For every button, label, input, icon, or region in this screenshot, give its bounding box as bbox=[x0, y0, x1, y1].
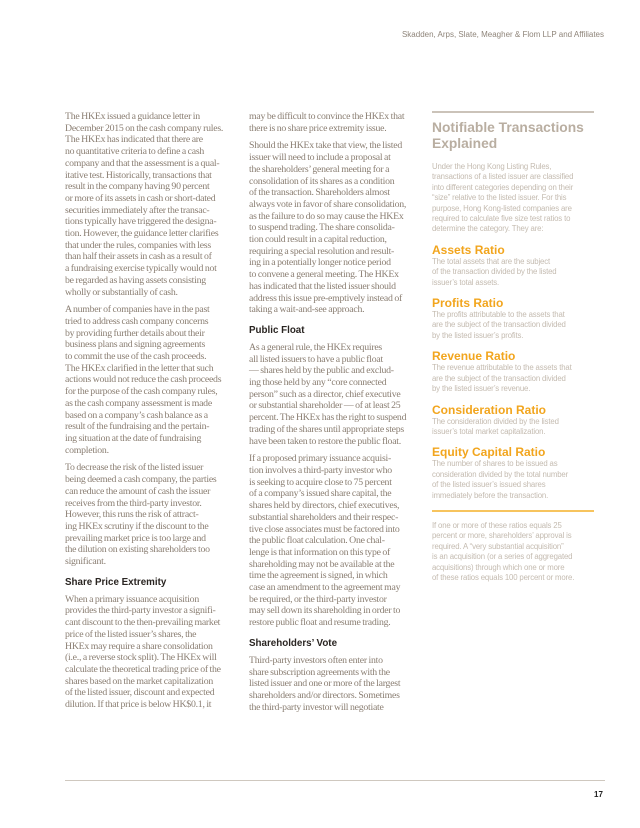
column-1 bbox=[65, 111, 243, 717]
sidebar-accent-rule bbox=[432, 510, 594, 512]
page-number: 17 bbox=[594, 790, 603, 799]
ratio-heading-revenue: Revenue Ratio bbox=[432, 349, 516, 364]
ratio-heading-assets: Assets Ratio bbox=[432, 242, 505, 257]
column-2 bbox=[249, 111, 427, 719]
ratio-text-consideration: The consideration divided by the listed issuer’s total market capitalization. bbox=[432, 416, 559, 436]
ratio-text-revenue: The revenue attributable to the assets that are the subject of the transaction divided by the listed issuer’s revenue. bbox=[432, 363, 572, 394]
paragraph: As a general rule, the HKEx requires all listed issuers to have a public float — shares held by the public and exclud- ing those held by any “core connected person” such as a director, chief executive or substantial shareholder — of at least 25 percent. The HKEx has the right to suspend trading of the shares until appropriate steps have been taken to restore the public float. bbox=[249, 341, 407, 447]
footer-rule bbox=[65, 780, 605, 781]
sidebar-title: Notifiable Transactions Explained bbox=[432, 120, 584, 151]
ratio-text-assets: The total assets that are the subject of the transaction divided by the listed issuer’s total assets. bbox=[432, 256, 557, 287]
ratio-heading-consideration: Consideration Ratio bbox=[432, 402, 547, 417]
section-heading: Public Float bbox=[249, 324, 305, 336]
ratio-heading-profits: Profits Ratio bbox=[432, 296, 504, 311]
section-heading: Shareholders’ Vote bbox=[249, 637, 338, 649]
paragraph: If a proposed primary issuance acquisi- tion involves a third-party investor who is seeking to acquire close to 75 percent of a company’s issued share capital, the shares held by directors, chief executives, substantial shareholders and their respec- tive close associates must be factored into the public float calculation. One chal- lenge is that information on this type of shareholding may not be available at the time the agreement is signed, in which case an amendment to the agreement may be required, or the third-party investor may sell down its shareholding in order to restore public float and resume trading. bbox=[249, 453, 401, 629]
paragraph: The HKEx issued a guidance letter in December 2015 on the cash company rules. The HKEx has indicated that there are no quantitative criteria to define a cash company and that the assessment is a qual- itative test. Historically, transactions that result in the company having 90 percent or more of its assets in cash or short-dated securities immediately after the transac- tions typically have triggered the designa- tion. However, the guidance letter clarifies that under the rules, companies with less than half their assets in cash as a result of a fundraising exercise typically would not be regarded as having assets consisting wholly or substantially of cash. bbox=[65, 111, 224, 298]
ratio-text-equity-capital: The number of shares to be issued as consideration divided by the total number of the listed issuer’s issued shares immediately before the transaction. bbox=[432, 459, 569, 500]
paragraph: Third-party investors often enter into share subscription agreements with the listed issuer and one or more of the largest shareholders and/or directors. Sometimes the third-party investor will negotiate bbox=[249, 654, 401, 713]
paragraph: To decrease the risk of the listed issuer being deemed a cash company, the parties can reduce the amount of cash the issuer receives from the third-party investor. However, this runs the risk of attract- ing HKEx scrutiny if the discount to the prevailing market price is too large and the dilution on existing shareholders too significant. bbox=[65, 462, 217, 568]
running-header: Skadden, Arps, Slate, Meagher & Flom LLP and Affiliates bbox=[401, 30, 604, 39]
sidebar-intro: Under the Hong Kong Listing Rules, transactions of a listed issuer are classified into different categories depending on their “size” relative to the listed issuer. For this purpose, Hong Kong-listed companies are required to calculate five size test ratios to determine the category. They are: bbox=[432, 162, 574, 234]
sidebar bbox=[432, 111, 602, 583]
section-heading: Share Price Extremity bbox=[65, 576, 167, 588]
sidebar-note: If one or more of these ratios equals 25 percent or more, shareholders’ approval is required. A “very substantial acquisition” is an acquisition (or a series of aggregated acquisitions) through which one or more of these ratios equals 100 percent or more. bbox=[432, 520, 575, 582]
paragraph: may be difficult to convince the HKEx that there is no share price extremity issue. bbox=[249, 111, 405, 134]
ratio-text-profits: The profits attributable to the assets that are the subject of the transaction divided by the listed issuer’s profits. bbox=[432, 310, 566, 340]
paragraph: Should the HKEx take that view, the listed issuer will need to include a proposal at the shareholders’ general meeting for a consolidation of its shares as a condition of the transaction. Shareholders almost always vote in favor of share consolidation, as the failure to do so may cause the HKEx to suspend trading. The share consolida- tion could result in a capital reduction, requiring a special resolution and result- ing in a potentially longer notice period to convene a general meeting. The HKEx has indicated that the listed issuer should address this issue pre-emptively instead of taking a wait-and-see approach. bbox=[249, 140, 407, 316]
paragraph: When a primary issuance acquisition provides the third-party investor a signifi- cant discount to the then-prevailing market price of the listed issuer’s shares, the HKEx may require a share consolidation (i.e., a reverse stock split). The HKEx will calculate the theoretical trading price of the shares based on the market capitalization of the listed issuer, discount and expected dilution. If that price is below HK$0.1, it bbox=[65, 593, 221, 711]
paragraph: A number of companies have in the past tried to address cash company concerns by providing further details about their business plans and signing agreements to commit the use of the cash proceeds. The HKEx clarified in the letter that such actions would not reduce the cash proceeds for the purpose of the cash company rules, as the cash company assessment is made based on a company’s cash balance as a result of the fundraising and the pertain- ing situation at the date of fundraising completion. bbox=[65, 304, 222, 456]
ratio-heading-equity-capital: Equity Capital Ratio bbox=[432, 445, 546, 460]
sidebar-top-rule bbox=[432, 111, 594, 113]
